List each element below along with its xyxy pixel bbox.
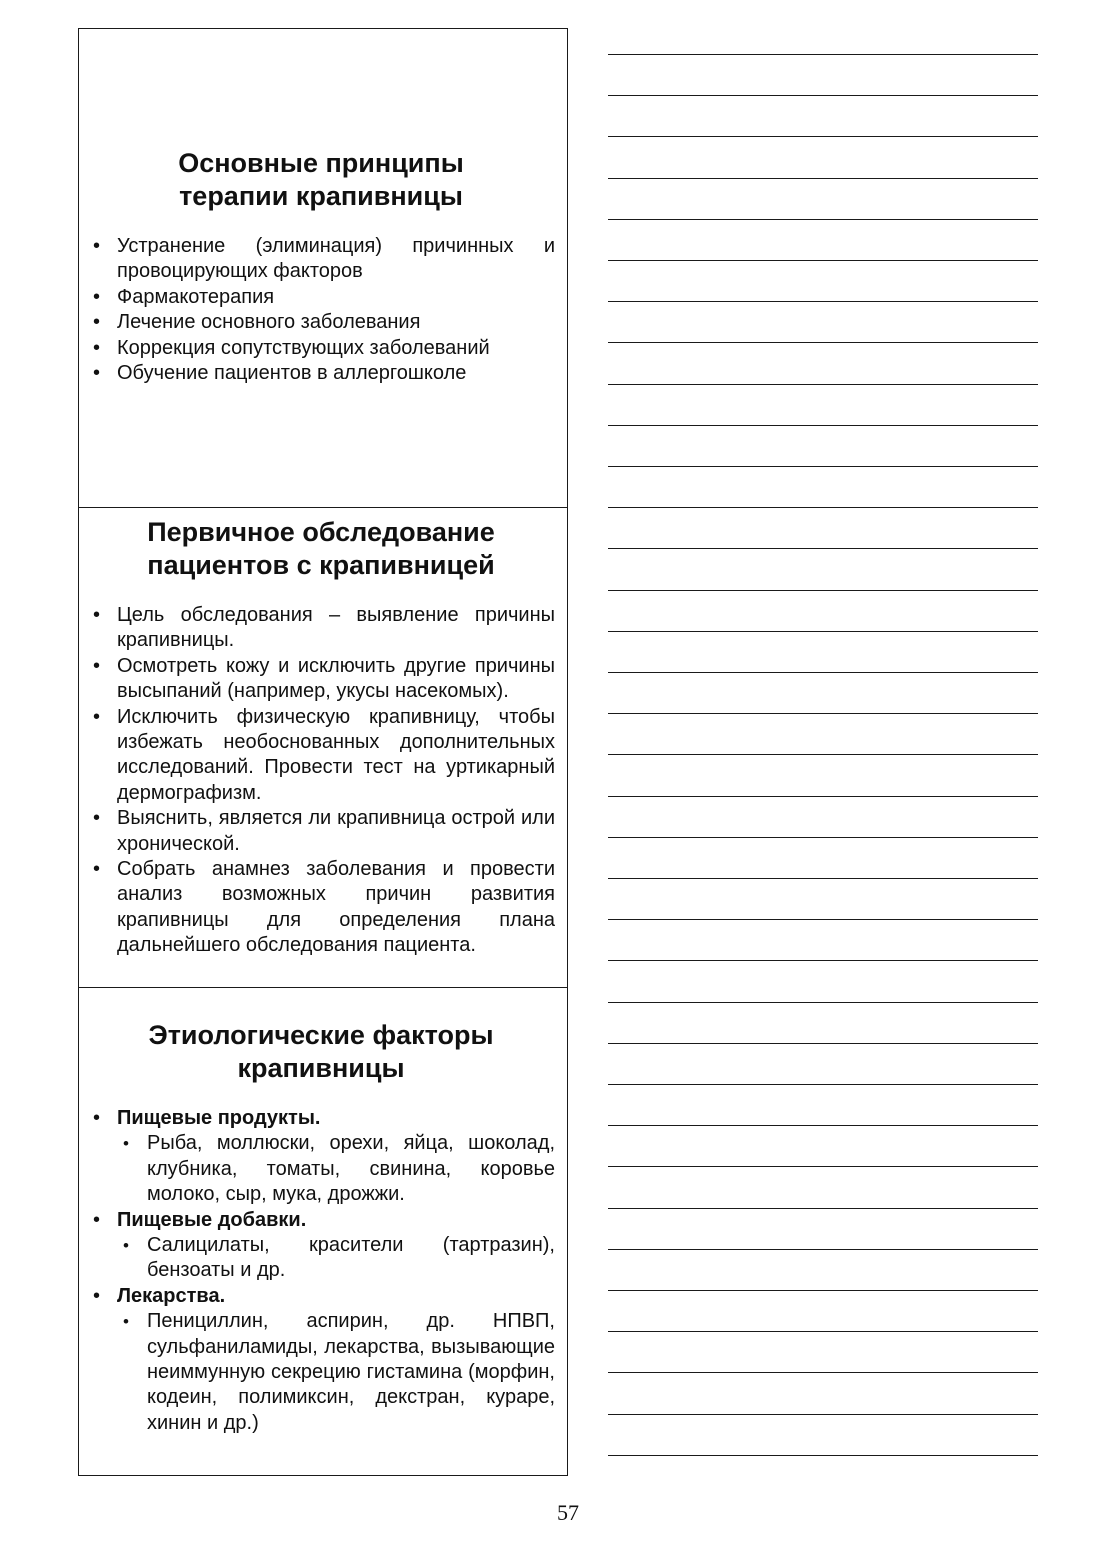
bullet-list [87, 234, 555, 386]
note-line [608, 1331, 1038, 1332]
list-item: • Осмотреть кожу и исключить другие причины высыпаний (например, укусы насекомых). [87, 654, 555, 705]
list-item: • Собрать анамнез заболевания и провести анализ возможных причин развития крапивницы для определения плана дальнейшего обследования пациента. [87, 857, 555, 959]
note-line [608, 754, 1038, 755]
note-line [608, 384, 1038, 385]
note-line [608, 54, 1038, 55]
sub-list [117, 1233, 555, 1284]
note-line [608, 1084, 1038, 1085]
section-primary-examination [79, 507, 567, 987]
note-line [608, 342, 1038, 343]
notes-lines-area [608, 0, 1038, 1500]
sub-list-item: • Пенициллин, аспирин, др. НПВП, сульфаниламиды, лекарства, вызывающие неиммунную секрецию гистамина (морфин, кодеин, полимиксин, декстран, кураре, хинин и др.) [117, 1309, 555, 1436]
note-line [608, 960, 1038, 961]
note-line [608, 507, 1038, 508]
note-line [608, 1414, 1038, 1415]
note-line [608, 672, 1038, 673]
section-title-line: Первичное обследование [147, 517, 495, 547]
note-line [608, 1208, 1038, 1209]
section-therapy-principles [79, 29, 567, 507]
section-title [87, 516, 555, 582]
group-heading: • Пищевые продукты. [117, 1107, 321, 1129]
section-title [87, 1019, 555, 1085]
note-line [608, 95, 1038, 96]
note-line [608, 1290, 1038, 1291]
note-line [608, 919, 1038, 920]
list-item: • Исключить физическую крапивницу, чтобы избежать необоснованных дополнительных исследований. Провести тест на уртикарный дермографизм. [87, 705, 555, 807]
list-item: • Цель обследования – выявление причины крапивницы. [87, 603, 555, 654]
list-item [87, 1106, 555, 1208]
note-line [608, 301, 1038, 302]
note-line [608, 1043, 1038, 1044]
note-line [608, 1125, 1038, 1126]
list-item: • Устранение (элиминация) причинных и провоцирующих факторов [87, 234, 555, 285]
note-line [608, 136, 1038, 137]
list-item: • Фармакотерапия [87, 285, 555, 310]
section-title [87, 147, 555, 213]
note-line [608, 1455, 1038, 1456]
note-line [608, 178, 1038, 179]
list-item: • Лечение основного заболевания [87, 310, 555, 335]
bullet-list [87, 1106, 555, 1436]
note-line [608, 796, 1038, 797]
list-item: • Обучение пациентов в аллергошколе [87, 361, 555, 386]
note-line [608, 590, 1038, 591]
note-line [608, 1166, 1038, 1167]
note-line [608, 1372, 1038, 1373]
sub-list [117, 1309, 555, 1436]
section-title-line: крапивницы [237, 1053, 405, 1083]
note-line [608, 1002, 1038, 1003]
note-line [608, 713, 1038, 714]
note-line [608, 631, 1038, 632]
note-line [608, 260, 1038, 261]
sub-list [117, 1131, 555, 1207]
list-item [87, 1284, 555, 1436]
note-line [608, 548, 1038, 549]
section-title-line: пациентов с крапивницей [147, 550, 495, 580]
list-item: • Коррекция сопутствующих заболеваний [87, 336, 555, 361]
note-line [608, 219, 1038, 220]
note-line [608, 878, 1038, 879]
section-etiology-factors [79, 987, 567, 1475]
section-title-line: Этиологические факторы [148, 1020, 494, 1050]
note-line [608, 1249, 1038, 1250]
group-heading: • Лекарства. [117, 1284, 226, 1307]
sub-list-item: • Рыба, моллюски, орехи, яйца, шоколад, клубника, томаты, свинина, коровье молоко, сыр, мука, дрожжи. [117, 1131, 555, 1207]
page-number: 57 [557, 1500, 579, 1525]
note-line [608, 425, 1038, 426]
sub-list-item: • Салицилаты, красители (тартразин), бензоаты и др. [117, 1233, 555, 1284]
group-heading: • Пищевые добавки. [117, 1208, 307, 1231]
content-card [78, 28, 568, 1476]
section-title-line: Основные принципы [178, 148, 464, 178]
section-title-line: терапии крапивницы [179, 181, 463, 211]
bullet-list [87, 603, 555, 959]
list-item: • Выяснить, является ли крапивница острой или хронической. [87, 806, 555, 857]
list-item [87, 1208, 555, 1284]
note-line [608, 837, 1038, 838]
note-line [608, 466, 1038, 467]
